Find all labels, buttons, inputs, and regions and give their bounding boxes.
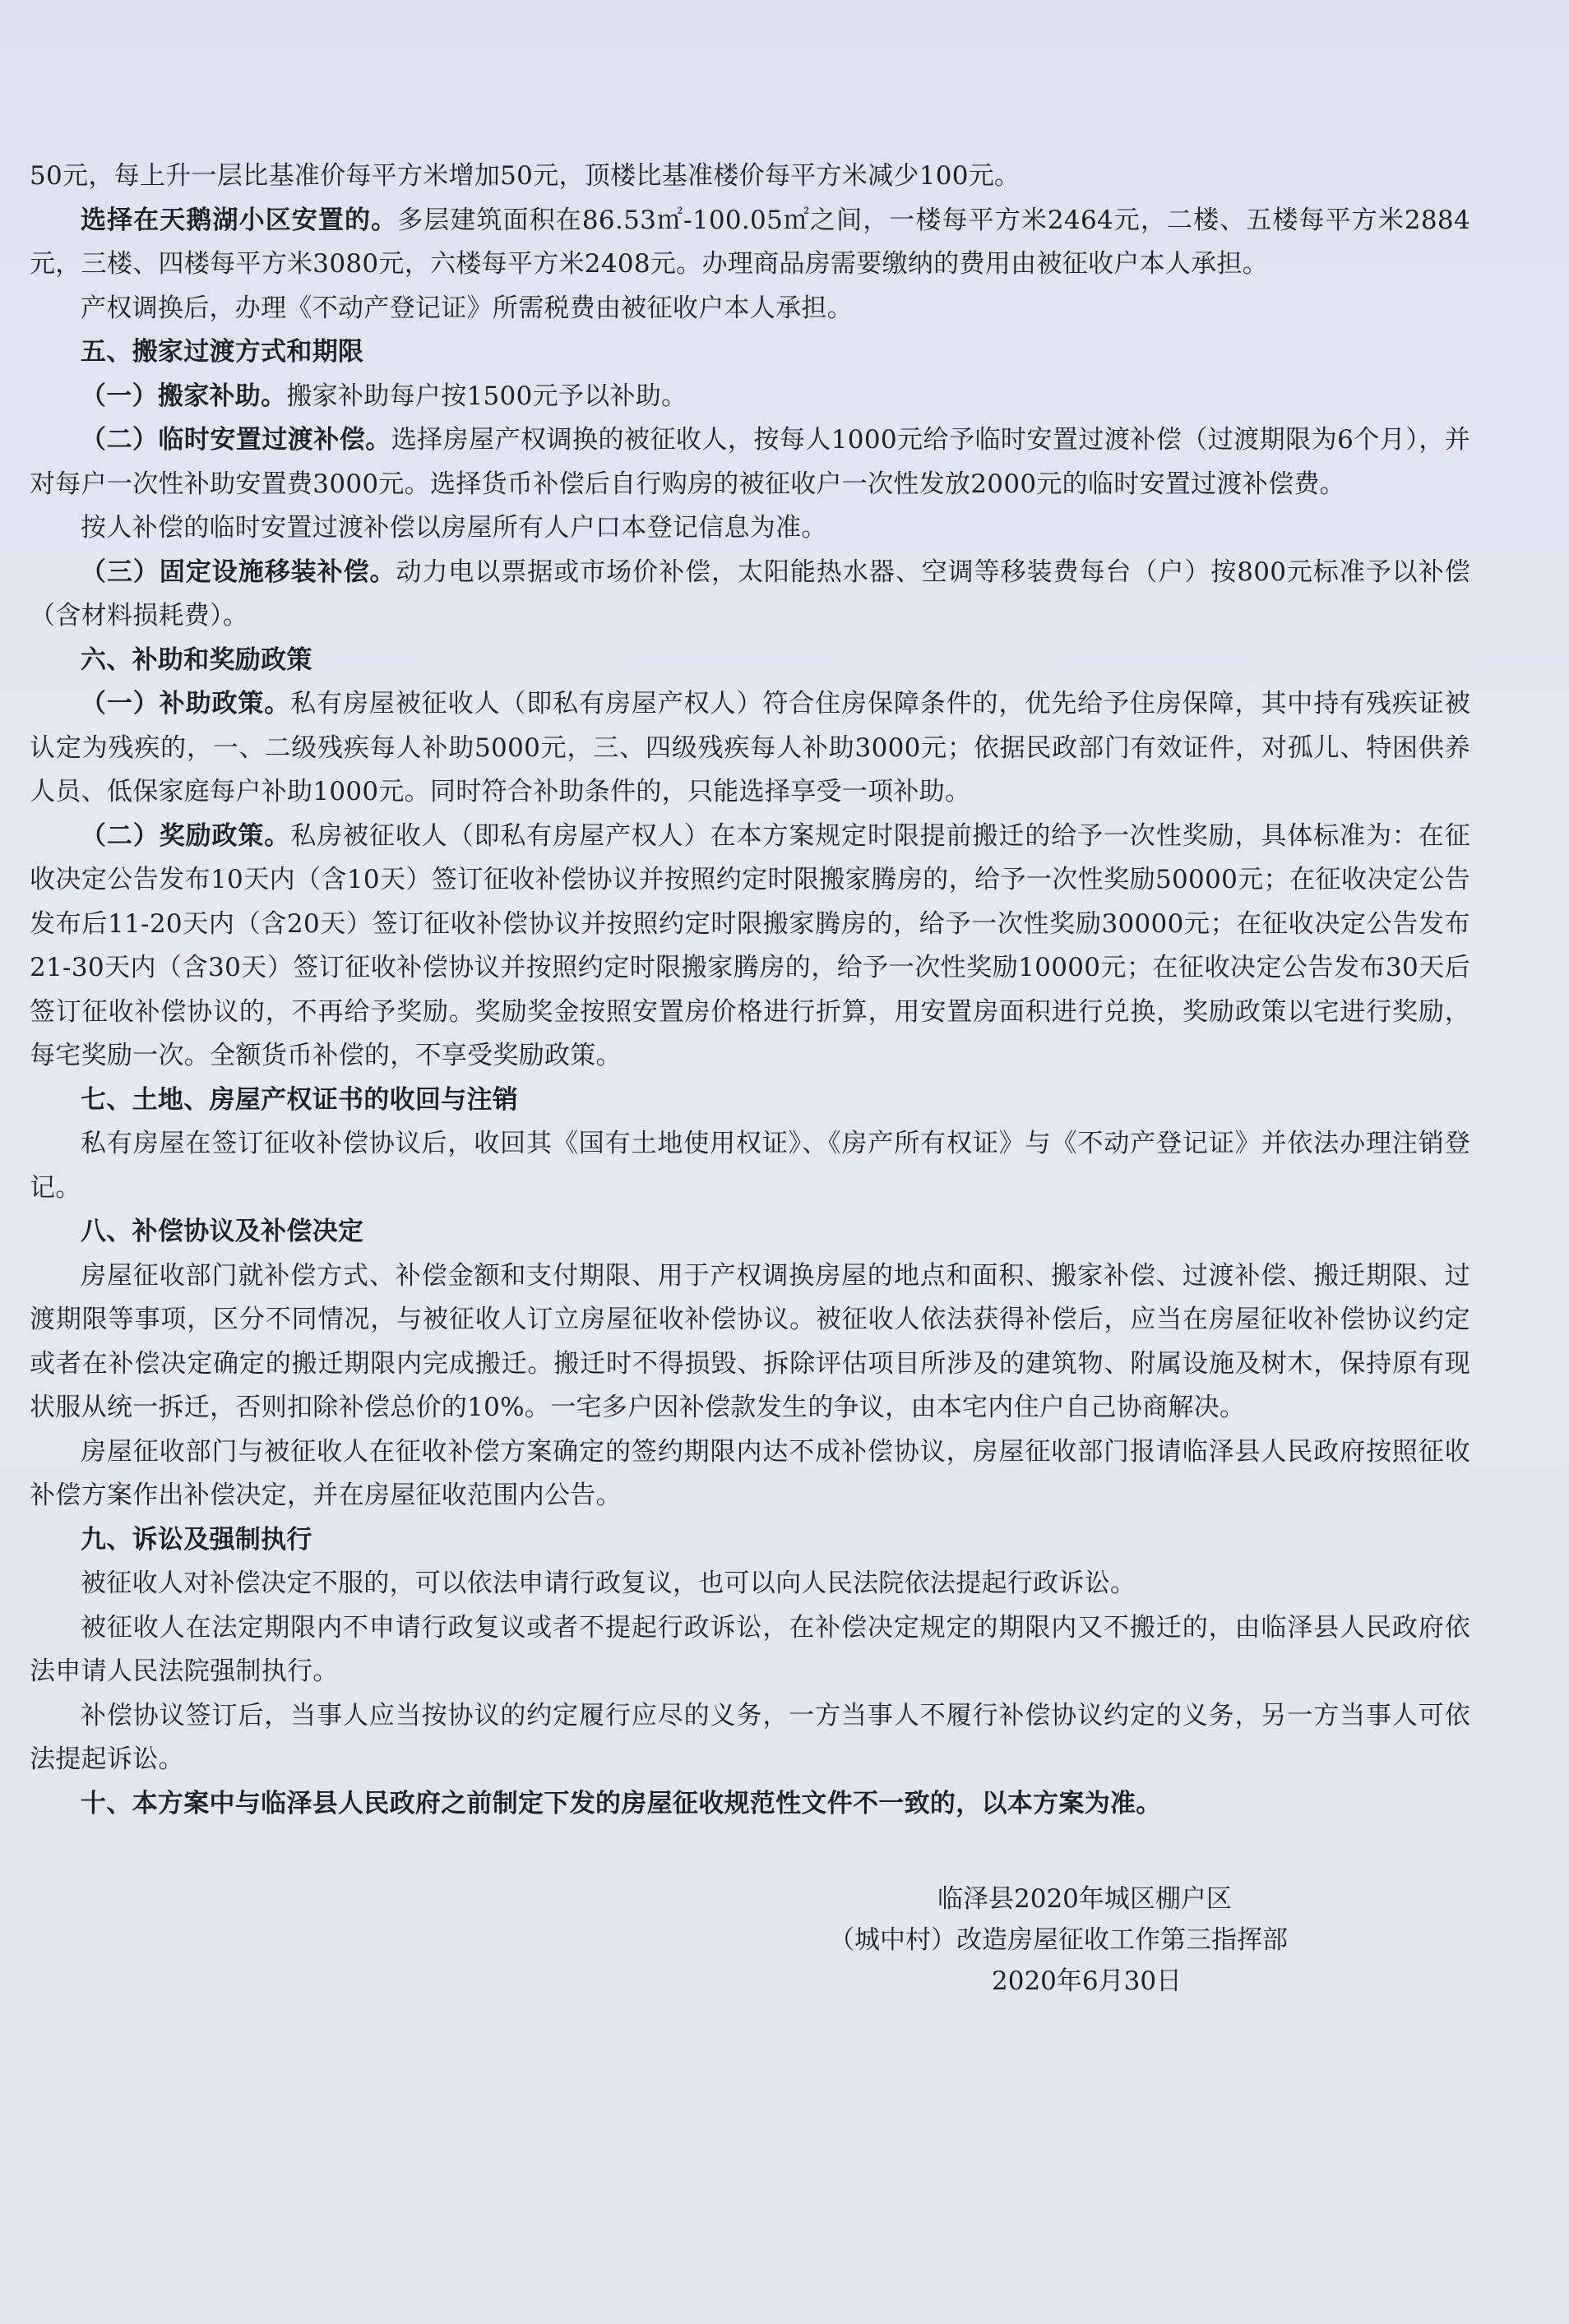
paragraph-text: 七、土地、房屋产权证书的收回与注销 bbox=[81, 1084, 519, 1115]
document-body bbox=[30, 155, 1470, 1826]
paragraph-text: 私有房屋被征收人（即私有房屋产权人）符合住房保障条件的，优先给予住房保障，其中持有残疾证被认定为残疾的，一、二级残疾每人补助5000元，三、四级残疾每人补助3000元；依据民政部门有效证件，对孤儿、特困供养人员、低保家庭每户补助1000元。同时符合补助条件的，只能选择享受一项补助。 bbox=[30, 689, 1470, 806]
paragraph-text: 六、补助和奖励政策 bbox=[81, 645, 312, 675]
paragraph-lead: 选择在天鹅湖小区安置的。 bbox=[81, 205, 398, 235]
paragraph bbox=[30, 375, 1470, 419]
paragraph-text: 搬家补助每户按1500元予以补助。 bbox=[286, 381, 687, 411]
signature-date: 2020年6月30日 bbox=[992, 1966, 1183, 1996]
paragraph-text: 动力电以票据或市场价补偿，太阳能热水器、空调等移装费每台（户）按800元标准予以补偿（含材料损耗费）。 bbox=[30, 557, 1470, 631]
paragraph-text: 房屋征收部门与被征收人在征收补偿方案确定的签约期限内达不成补偿协议，房屋征收部门报请临泽县人民政府按照征收补偿方案作出补偿决定，并在房屋征收范围内公告。 bbox=[30, 1436, 1470, 1510]
paragraph-text: 十、本方案中与临泽县人民政府之前制定下发的房屋征收规范性文件不一致的，以本方案为准。 bbox=[81, 1788, 1162, 1818]
paragraph bbox=[30, 551, 1470, 639]
paragraph-text: 房屋征收部门就补偿方式、补偿金额和支付期限、用于产权调换房屋的地点和面积、搬家补偿、过渡补偿、搬迁期限、过渡期限等事项，区分不同情况，与被征收人订立房屋征收补偿协议。被征收人依法获得补偿后，应当在房屋征收补偿协议约定或者在补偿决定确定的搬迁期限内完成搬迁。搬迁时不得损毁、拆除评估项目所涉及的建筑物、附属设施及树木，保持原有现状服从统一拆迁，否则扣除补偿总价的10%。一宅多户因补偿款发生的争议，由本宅内住户自己协商解决。 bbox=[30, 1260, 1470, 1422]
paragraph-text: 被征收人在法定期限内不申请行政复议或者不提起行政诉讼，在补偿决定规定的期限内又不搬迁的，由临泽县人民政府依法申请人民法院强制执行。 bbox=[30, 1612, 1470, 1686]
paragraph bbox=[30, 1430, 1470, 1518]
paragraph bbox=[30, 506, 1470, 551]
paragraph bbox=[30, 1562, 1470, 1606]
paragraph-text: 私房被征收人（即私有房屋产权人）在本方案规定时限提前搬迁的给予一次性奖励，具体标准为：在征收决定公告发布10天内（含10天）签订征收补偿协议并按照约定时限搬家腾房的，给予一次性奖励50000元；在征收决定公告发布后11-20天内（含20天）签订征收补偿协议并按照约定时限搬家腾房的，给予一次性奖励30000元；在征收决定公告发布21-30天内（含30天）签订征收补偿协议并按照约定时限搬家腾房的，给予一次性奖励10000元；在征收决定公告发布30天后签订征收补偿协议的，不再给予奖励。奖励奖金按照安置房价格进行折算，用安置房面积进行兑换，奖励政策以宅进行奖励，每宅奖励一次。全额货币补偿的，不享受奖励政策。 bbox=[30, 820, 1470, 1070]
paragraph-lead: （三）固定设施移装补偿。 bbox=[81, 557, 396, 587]
signature-org-line2: （城中村）改造房屋征收工作第三指挥部 bbox=[829, 1925, 1288, 1955]
section-heading bbox=[30, 1782, 1470, 1827]
paragraph-text: 九、诉讼及强制执行 bbox=[81, 1524, 312, 1555]
paragraph bbox=[30, 155, 1470, 199]
paragraph-text: 50元，每上升一层比基准价每平方米增加50元，顶楼比基准楼价每平方米减少100元。 bbox=[30, 161, 1021, 191]
paragraph bbox=[30, 682, 1470, 815]
paragraph bbox=[30, 1254, 1470, 1430]
section-heading bbox=[30, 1079, 1470, 1123]
paragraph-text: 产权调换后，办理《不动产登记证》所需税费由被征收户本人承担。 bbox=[81, 293, 853, 323]
paragraph-lead: （一）搬家补助。 bbox=[81, 381, 287, 411]
paragraph-text: 多层建筑面积在86.53㎡-100.05㎡之间，一楼每平方米2464元，二楼、五楼每平方米2884元，三楼、四楼每平方米3080元，六楼每平方米2408元。办理商品房需要缴纳的费用由被征收户本人承担。 bbox=[30, 205, 1470, 279]
paragraph bbox=[30, 418, 1470, 506]
paragraph-text: 补偿协议签订后，当事人应当按协议的约定履行应尽的义务，一方当事人不履行补偿协议约定的义务，另一方当事人可依法提起诉讼。 bbox=[30, 1700, 1470, 1774]
section-heading bbox=[30, 639, 1470, 683]
paragraph-text: 选择房屋产权调换的被征收人，按每人1000元给予临时安置过渡补偿（过渡期限为6个月），并对每户一次性补助安置费3000元。选择货币补偿后自行购房的被征收户一次性发放2000元的临时安置过渡补偿费。 bbox=[30, 425, 1470, 499]
section-heading bbox=[30, 1518, 1470, 1563]
section-heading bbox=[30, 1210, 1470, 1254]
paragraph bbox=[30, 815, 1470, 1079]
paragraph-lead: （一）补助政策。 bbox=[81, 689, 291, 718]
paragraph-text: 被征收人对补偿决定不服的，可以依法申请行政复议，也可以向人民法院依法提起行政诉讼。 bbox=[81, 1569, 1136, 1598]
paragraph-text: 私有房屋在签订征收补偿协议后，收回其《国有土地使用权证》、《房产所有权证》与《不动产登记证》并依法办理注销登记。 bbox=[30, 1129, 1470, 1203]
paragraph-lead: （二）奖励政策。 bbox=[81, 820, 291, 851]
signature-org-line1: 临泽县2020年城区棚户区 bbox=[937, 1884, 1232, 1914]
paragraph-text: 按人补偿的临时安置过渡补偿以房屋所有人户口本登记信息为准。 bbox=[81, 513, 827, 543]
paragraph bbox=[30, 199, 1470, 287]
paragraph bbox=[30, 287, 1470, 331]
paragraph bbox=[30, 1606, 1470, 1694]
paragraph-lead: （二）临时安置过渡补偿。 bbox=[81, 425, 391, 455]
paragraph-text: 八、补偿协议及补偿决定 bbox=[81, 1217, 364, 1246]
paragraph bbox=[30, 1694, 1470, 1782]
paragraph-text: 五、搬家过渡方式和期限 bbox=[81, 337, 364, 367]
paragraph bbox=[30, 1122, 1470, 1210]
section-heading bbox=[30, 330, 1470, 375]
